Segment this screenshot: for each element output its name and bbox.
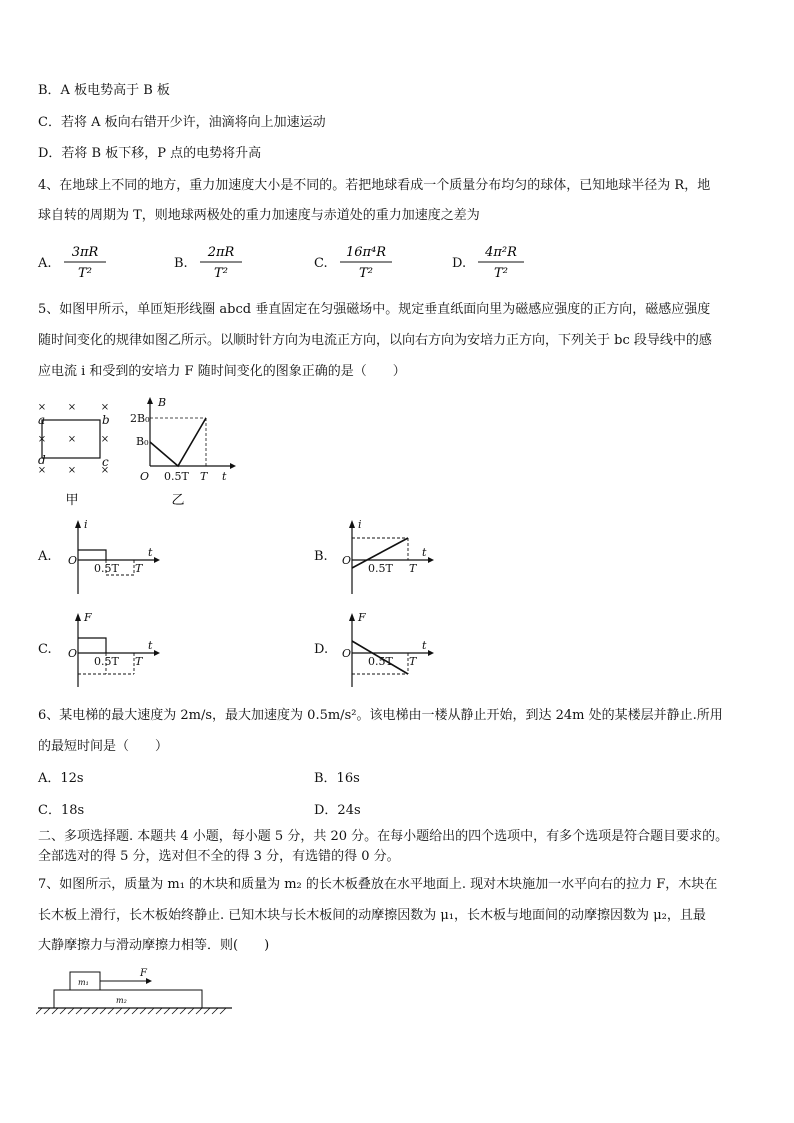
- q4-option-b-num: 2πR: [207, 245, 235, 260]
- q5-option-d-label: D.: [314, 642, 329, 657]
- field-mark: ×: [67, 402, 77, 413]
- q4-option-c-num: 16π⁴R: [345, 245, 387, 260]
- section2-heading-line2: 全部选对的得 5 分，选对但不全的得 3 分，有选错的得 0 分。: [38, 849, 400, 864]
- corner-c: c: [102, 455, 109, 469]
- field-mark: ×: [37, 402, 47, 413]
- q5-option-a-graph: [62, 518, 172, 598]
- svg-text:O: O: [68, 554, 78, 567]
- yi-x-label: t: [222, 470, 227, 483]
- corner-d: d: [38, 453, 46, 467]
- svg-text:O: O: [342, 554, 352, 567]
- q4-option-b-den: T²: [214, 266, 228, 281]
- yi-origin: O: [140, 470, 150, 483]
- q4-option-d-label: D.: [452, 256, 467, 271]
- yi-y-label: B: [158, 396, 167, 409]
- q5-option-b-graph: [336, 518, 446, 598]
- field-mark: ×: [100, 434, 110, 445]
- q6-option-a: A．12s: [38, 771, 84, 786]
- q5-option-c-graph: [62, 611, 172, 691]
- field-mark: ×: [37, 465, 47, 476]
- section2-heading-line1: 二、多项选择题. 本题共 4 小题，每小题 5 分，共 20 分。在每小题给出的四个选项中，有多个选项是符合题目要求的。: [38, 829, 729, 844]
- q4-option-d-fraction: [474, 242, 528, 282]
- caption-jia: 甲: [65, 493, 79, 508]
- svg-text:i: i: [358, 518, 362, 531]
- svg-text:F: F: [84, 611, 92, 624]
- yi-tick-t: T: [200, 470, 208, 483]
- q7-stem-line1: 7、如图所示，质量为 m₁ 的木块和质量为 m₂ 的长木板叠放在水平地面上. 现对木块施加一水平向右的拉力 F，木块在: [38, 877, 718, 892]
- q4-stem-line2: 球自转的周期为 T，则地球两极处的重力加速度与赤道处的重力加速度之差为: [38, 208, 480, 223]
- q5-option-d-graph: [336, 611, 446, 691]
- q4-option-a-den: T²: [78, 266, 92, 281]
- yi-tick-half: 0.5T: [164, 470, 189, 483]
- q4-option-d-den: T²: [494, 266, 508, 281]
- corner-a: a: [38, 413, 46, 427]
- svg-text:0.5T: 0.5T: [94, 562, 119, 575]
- field-mark: ×: [100, 465, 110, 476]
- q7-figure: [36, 964, 236, 1020]
- svg-text:t: t: [148, 639, 153, 652]
- q6-option-c: C．18s: [38, 803, 85, 818]
- yi-tick-b0: B₀: [136, 435, 149, 448]
- q4-option-b-label: B.: [174, 256, 188, 271]
- field-mark: ×: [100, 402, 110, 413]
- q4-option-c-label: C.: [314, 256, 328, 271]
- svg-text:0.5T: 0.5T: [368, 562, 393, 575]
- svg-text:T: T: [409, 655, 417, 668]
- q5-stem-line1: 5、如图甲所示，单匝矩形线圈 abcd 垂直固定在匀强磁场中。规定垂直纸面向里为磁感应强度的正方向，磁感应强度: [38, 302, 711, 317]
- q3-option-c: C．若将 A 板向右错开少许，油滴将向上加速运动: [38, 115, 326, 130]
- force-label: F: [140, 968, 147, 979]
- q6-stem-line2: 的最短时间是（ ）: [38, 739, 169, 754]
- q4-option-a-label: A.: [38, 256, 52, 271]
- q4-option-c-fraction: [336, 242, 396, 282]
- svg-text:0.5T: 0.5T: [94, 655, 119, 668]
- caption-yi: 乙: [171, 493, 185, 508]
- q5-option-c-label: C.: [38, 642, 52, 657]
- svg-text:t: t: [422, 546, 427, 559]
- q5-option-a-label: A.: [38, 549, 52, 564]
- board-m2: [54, 990, 202, 1008]
- q7-stem-line2: 长木板上滑行，长木板始终静止. 已知木块与长木板间的动摩擦因数为 μ₁，长木板与地面间的动摩擦因数为 μ₂，且最: [38, 908, 706, 923]
- q4-option-a-num: 3πR: [71, 245, 99, 260]
- field-mark: ×: [37, 434, 47, 445]
- svg-text:i: i: [84, 518, 88, 531]
- q4-option-c-den: T²: [359, 266, 373, 281]
- q3-option-b: B．A 板电势高于 B 板: [38, 83, 170, 98]
- q5-stem-line3: 应电流 i 和受到的安培力 F 随时间变化的图象正确的是（ ）: [38, 364, 406, 379]
- board-label: m₂: [116, 996, 127, 1005]
- svg-text:F: F: [358, 611, 366, 624]
- corner-b: b: [102, 413, 110, 427]
- q5-figure-jia: [32, 398, 122, 508]
- svg-text:T: T: [135, 562, 143, 575]
- q6-option-b: B．16s: [314, 771, 360, 786]
- svg-text:O: O: [68, 647, 78, 660]
- b-t-curve: [150, 418, 206, 466]
- svg-text:T: T: [135, 655, 143, 668]
- field-mark: ×: [67, 434, 77, 445]
- q4-option-b-fraction: [196, 242, 246, 282]
- svg-text:O: O: [342, 647, 352, 660]
- q6-option-d: D．24s: [314, 803, 361, 818]
- q5-option-b-label: B.: [314, 549, 328, 564]
- q5-stem-line2: 随时间变化的规律如图乙所示。以顺时针方向为电流正方向，以向右方向为安培力正方向，下列关于 bc 段导线中的感: [38, 333, 712, 348]
- q6-stem-line1: 6、某电梯的最大速度为 2m/s，最大加速度为 0.5m/s²。该电梯由一楼从静止开始，到达 24m 处的某楼层并静止.所用: [38, 708, 723, 723]
- svg-text:T: T: [409, 562, 417, 575]
- svg-text:0.5T: 0.5T: [368, 655, 393, 668]
- q7-stem-line3: 大静摩擦力与滑动摩擦力相等．则( ): [38, 938, 270, 953]
- q3-option-d: D．若将 B 板下移，P 点的电势将升高: [38, 146, 262, 161]
- field-mark: ×: [67, 465, 77, 476]
- block-label: m₁: [78, 978, 89, 987]
- q4-stem-line1: 4、在地球上不同的地方，重力加速度大小是不同的。若把地球看成一个质量分布均匀的球体，已知地球半径为 R，地: [38, 178, 711, 193]
- q5-figure-yi: [128, 394, 238, 514]
- svg-text:t: t: [422, 639, 427, 652]
- q4-option-a-fraction: [60, 242, 110, 282]
- svg-text:t: t: [148, 546, 153, 559]
- q4-option-d-num: 4π²R: [485, 245, 517, 260]
- yi-tick-2b0: 2B₀: [130, 412, 150, 425]
